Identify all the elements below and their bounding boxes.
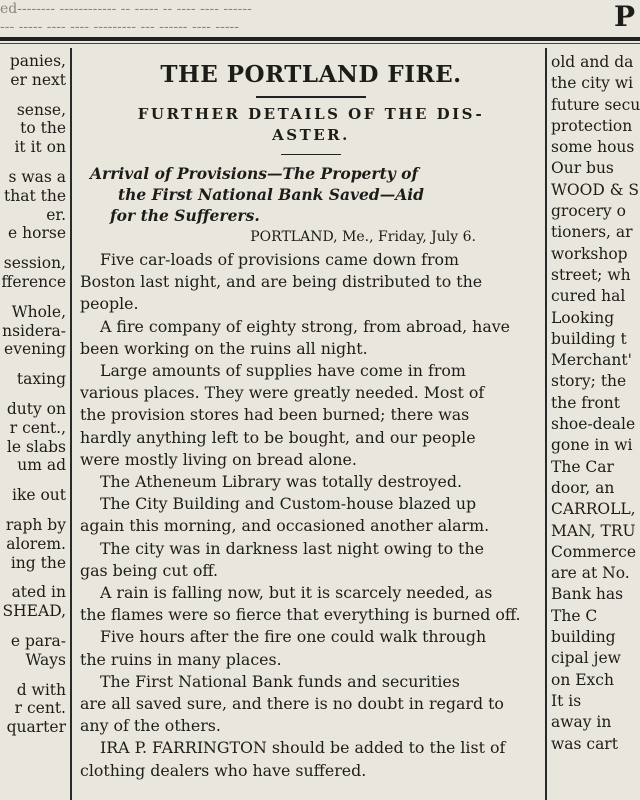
left-column-line: ike out: [12, 486, 66, 505]
left-column-line: panies,: [9, 52, 66, 70]
right-column-line: door, an: [551, 478, 615, 497]
paragraph-line: A rain is falling now, but it is scarcely needed, as: [100, 583, 493, 603]
left-column-line: le slabs: [6, 437, 66, 456]
left-column-line: fference: [1, 272, 66, 291]
left-column-line: er.: [46, 205, 66, 224]
right-column-line: It is: [551, 691, 582, 710]
right-column-line: old and da: [551, 53, 634, 71]
column-divider-left: [70, 48, 72, 800]
article-paragraph: [80, 316, 542, 360]
left-column-line: nsidera-: [2, 321, 66, 340]
article-paragraph: [80, 538, 542, 582]
right-column-line: WOOD & S: [551, 180, 640, 199]
article-paragraph: [80, 671, 542, 738]
paragraph-line: The First National Bank funds and securities: [100, 671, 460, 691]
paragraph-line: again this morning, and occasioned another alarm.: [80, 516, 490, 536]
left-column-line: taxing: [16, 370, 66, 389]
article-paragraph: [80, 249, 542, 316]
left-column-line: raph by: [5, 515, 66, 534]
right-column-line: story; the: [551, 372, 627, 391]
left-column-line: to the: [20, 119, 66, 138]
right-column-line: gone in wi: [551, 436, 633, 455]
left-column-line: er next: [10, 70, 66, 89]
right-column-line: Commerce: [551, 542, 637, 561]
paragraph-line: The City Building and Custom-house blazed up: [100, 494, 477, 514]
paragraph-line: Large amounts of supplies have come in from: [100, 361, 466, 381]
right-column-line: Looking: [551, 308, 615, 327]
right-column-line: CARROLL,: [551, 500, 636, 519]
subhead-line: FURTHER DETAILS OF THE DIS-: [137, 105, 485, 123]
right-column-line: cipal jew: [551, 649, 621, 668]
deck-line: for the Sufferers.: [110, 206, 260, 225]
header-rule: [0, 37, 640, 41]
article-subhead: [80, 104, 542, 146]
paragraph-line: the ruins in many places.: [80, 649, 282, 669]
left-column-line: session,: [3, 254, 66, 273]
paragraph-line: gas being cut off.: [80, 560, 219, 580]
article-paragraph: [80, 582, 542, 626]
left-column-line: s was a: [8, 167, 66, 186]
right-column-line: workshop: [551, 244, 628, 263]
left-column-line: it it on: [14, 138, 66, 157]
previous-page-bleed: [0, 0, 600, 36]
article-paragraph: [80, 360, 542, 471]
left-column: [0, 52, 66, 748]
right-column-line: Bank has: [551, 585, 624, 604]
right-column-line: grocery o: [551, 202, 626, 221]
bleed-line: ed-------- ------------ -- ----- -- ---- ---- ------: [0, 1, 252, 17]
paragraph-line: people.: [80, 294, 139, 314]
article-column: [80, 52, 542, 782]
article-paragraph: [80, 471, 542, 493]
left-column-line: quarter: [6, 718, 66, 737]
paragraph-line: are all saved sure, and there is no doubt in regard to: [80, 694, 504, 714]
left-column-line: alorem.: [6, 534, 66, 553]
left-column-line: ing the: [10, 553, 66, 572]
right-column-line: protection: [551, 116, 633, 135]
paragraph-line: The Atheneum Library was totally destroyed.: [100, 472, 463, 492]
paragraph-line: been working on the ruins all night.: [80, 338, 368, 358]
right-column-line: shoe-deale: [551, 415, 636, 434]
paragraph-line: hardly anything left to be bought, and our people: [80, 427, 476, 447]
header-rule-thin: [0, 43, 640, 44]
right-column-line: cured hal: [551, 287, 626, 306]
article-deck: [80, 163, 542, 226]
right-column-line: building: [551, 628, 616, 647]
deck-line: Arrival of Provisions—The Property of: [90, 164, 419, 183]
paragraph-line: Boston last night, and are being distributed to the: [80, 272, 483, 292]
dateline: PORTLAND, Me., Friday, July 6.: [250, 229, 476, 245]
title-rule: [256, 96, 366, 98]
paragraph-line: The city was in darkness last night owing to the: [100, 538, 484, 558]
left-column-line: d with: [16, 680, 66, 699]
left-column-line: SHEAD,: [2, 602, 66, 621]
right-column-line: on Exch: [551, 670, 614, 689]
article-paragraph: [80, 626, 542, 670]
paragraph-line: Five hours after the fire one could walk through: [100, 627, 487, 647]
right-column-line: street; wh: [551, 265, 631, 284]
paragraph-line: any of the others.: [80, 716, 221, 736]
right-column-line: The C: [551, 606, 598, 625]
column-divider-right: [545, 48, 547, 800]
right-column-line: MAN, TRU: [551, 521, 636, 540]
right-column-line: Merchant': [551, 351, 632, 370]
left-column-line: Whole,: [11, 302, 66, 321]
right-column-line: away in: [551, 713, 612, 732]
left-column-line: Ways: [25, 650, 66, 669]
left-column-line: that the: [4, 186, 66, 205]
right-column-line: the front: [551, 393, 621, 412]
left-column-line: um ad: [17, 456, 66, 475]
right-column-line: tioners, ar: [551, 223, 633, 242]
paragraph-line: IRA P. FARRINGTON should be added to the list of: [100, 738, 506, 758]
paragraph-line: the flames were so fierce that everything is burned off.: [80, 605, 521, 625]
left-column-line: evening: [4, 340, 66, 359]
right-column-line: building t: [551, 329, 627, 348]
paragraph-line: the provision stores had been burned; there was: [80, 405, 470, 425]
right-column-line: future secu: [551, 95, 640, 114]
right-column-line: was cart: [551, 734, 618, 753]
right-column-line: The Car: [551, 457, 614, 476]
article-paragraph: [80, 737, 542, 781]
left-column-line: e para-: [10, 631, 66, 650]
article-title: THE PORTLAND FIRE.: [160, 61, 462, 88]
bleed-line: --- ----- ---- ---- --------- --- ------ ---- -----: [0, 19, 240, 35]
deck-line: the First National Bank Saved—Aid: [118, 185, 424, 204]
article-paragraph: [80, 493, 542, 537]
left-column-line: e horse: [8, 224, 66, 243]
right-column-line: are at No.: [551, 564, 630, 583]
subhead-rule: [281, 154, 341, 155]
left-column-line: r cent.: [14, 699, 66, 718]
paragraph-line: clothing dealers who have suffered.: [80, 760, 367, 780]
right-column: [551, 52, 640, 755]
subhead-line: ASTER.: [272, 126, 350, 144]
paragraph-line: Five car-loads of provisions came down from: [100, 250, 460, 269]
left-column-line: sense,: [16, 100, 66, 119]
article-body: [80, 249, 542, 782]
masthead-fragment: P: [613, 0, 636, 33]
right-column-line: the city wi: [551, 74, 634, 93]
paragraph-line: A fire company of eighty strong, from abroad, have: [100, 316, 511, 336]
left-column-line: duty on: [6, 399, 66, 418]
paragraph-line: were mostly living on bread alone.: [80, 449, 357, 469]
paragraph-line: various places. They were greatly needed. Most of: [80, 383, 485, 403]
right-column-line: some hous: [551, 138, 635, 157]
right-column-line: Our bus: [551, 159, 614, 178]
left-column-line: ated in: [11, 583, 66, 602]
left-column-line: r cent.,: [9, 418, 66, 437]
